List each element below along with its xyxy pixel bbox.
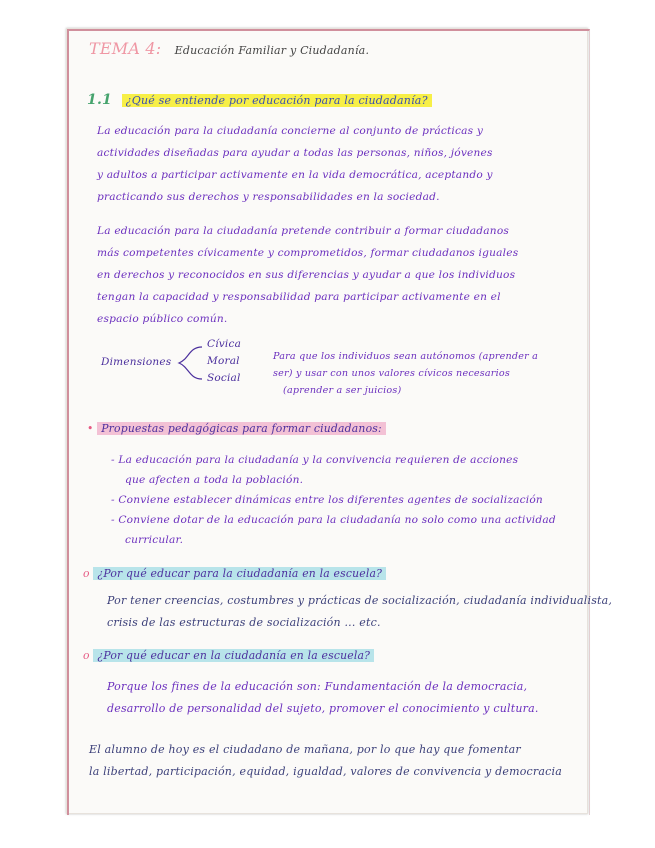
- proposal-1-line-1: - La educación para la ciudadanía y la convivencia requieren de acciones: [111, 454, 519, 466]
- section-number: 1.1: [87, 92, 112, 108]
- dimensions-explanation-1: Para que los individuos sean autónomos (aprender a: [273, 351, 539, 362]
- paragraph-2-line-5: espacio público común.: [97, 313, 228, 325]
- closing-line-1: El alumno de hoy es el ciudadano de mañana, por lo que hay que fomentar: [89, 743, 521, 756]
- paragraph-1-line-4: practicando sus derechos y responsabilidades en la sociedad.: [97, 191, 440, 203]
- section-question: ¿Qué se entiende por educación para la ciudadanía?: [122, 94, 432, 107]
- why-school-heading: [83, 567, 386, 580]
- why-school-line-1: Por tener creencias, costumbres y prácticas de socialización, ciudadanía individualista,: [107, 594, 613, 607]
- proposal-3-line-1: - Conviene dotar de la educación para la ciudadanía no solo como una actividad: [111, 514, 556, 526]
- paragraph-1-line-3: y adultos a participar activamente en la vida democrática, aceptando y: [97, 169, 493, 181]
- dimension-civica: Cívica: [207, 338, 242, 350]
- why-educate-heading: [83, 649, 374, 662]
- dimensions-bracket: [177, 343, 203, 383]
- why-educate-line-1: Porque los fines de la educación son: Fundamentación de la democracia,: [107, 680, 528, 693]
- dimension-moral: Moral: [207, 355, 240, 367]
- proposal-3-line-2: curricular.: [125, 534, 184, 546]
- title-subject: Educación Familiar y Ciudadanía.: [174, 44, 370, 57]
- paragraph-2-line-2: más competentes cívicamente y comprometidos, formar ciudadanos iguales: [97, 247, 519, 259]
- paragraph-1-line-1: La educación para la ciudadanía concierne al conjunto de prácticas y: [97, 125, 484, 137]
- why-educate-line-2: desarrollo de personalidad del sujeto, promover el conocimiento y cultura.: [107, 702, 539, 715]
- title-number: TEMA 4:: [89, 39, 162, 58]
- why-school-bullet: o: [83, 567, 90, 580]
- section-heading-1-1: [87, 92, 432, 108]
- dimensions-label: Dimensiones: [101, 356, 172, 368]
- proposals-title: Propuestas pedagógicas para formar ciudadanos:: [97, 422, 386, 435]
- dimensions-explanation-3: (aprender a ser juicios): [283, 385, 402, 396]
- why-educate-title: ¿Por qué educar en la ciudadanía en la escuela?: [93, 649, 374, 662]
- notebook-page: [66, 28, 613, 814]
- closing-line-2: la libertad, participación, equidad, igualdad, valores de convivencia y democracia: [89, 765, 562, 778]
- why-school-title: ¿Por qué educar para la ciudadanía en la escuela?: [93, 567, 386, 580]
- dimension-social: Social: [207, 372, 241, 384]
- paragraph-2-line-4: tengan la capacidad y responsabilidad para participar activamente en el: [97, 291, 501, 303]
- paragraph-2-line-3: en derechos y reconocidos en sus diferencias y ayudar a que los individuos: [97, 269, 516, 281]
- dimensions-explanation-2: ser) y usar con unos valores cívicos necesarios: [273, 368, 510, 379]
- proposal-2-line-1: - Conviene establecer dinámicas entre los diferentes agentes de socialización: [111, 494, 543, 506]
- proposals-heading: [87, 422, 386, 435]
- page-title: [89, 39, 369, 58]
- paragraph-2-line-1: La educación para la ciudadanía pretende contribuir a formar ciudadanos: [97, 225, 510, 237]
- why-educate-bullet: o: [83, 649, 90, 662]
- paragraph-1-line-2: actividades diseñadas para ayudar a todas las personas, niños, jóvenes: [97, 147, 493, 159]
- proposal-1-line-2: que afecten a toda la población.: [125, 474, 304, 486]
- why-school-line-2: crisis de las estructuras de socialización ... etc.: [107, 616, 381, 629]
- proposals-bullet: •: [87, 422, 94, 435]
